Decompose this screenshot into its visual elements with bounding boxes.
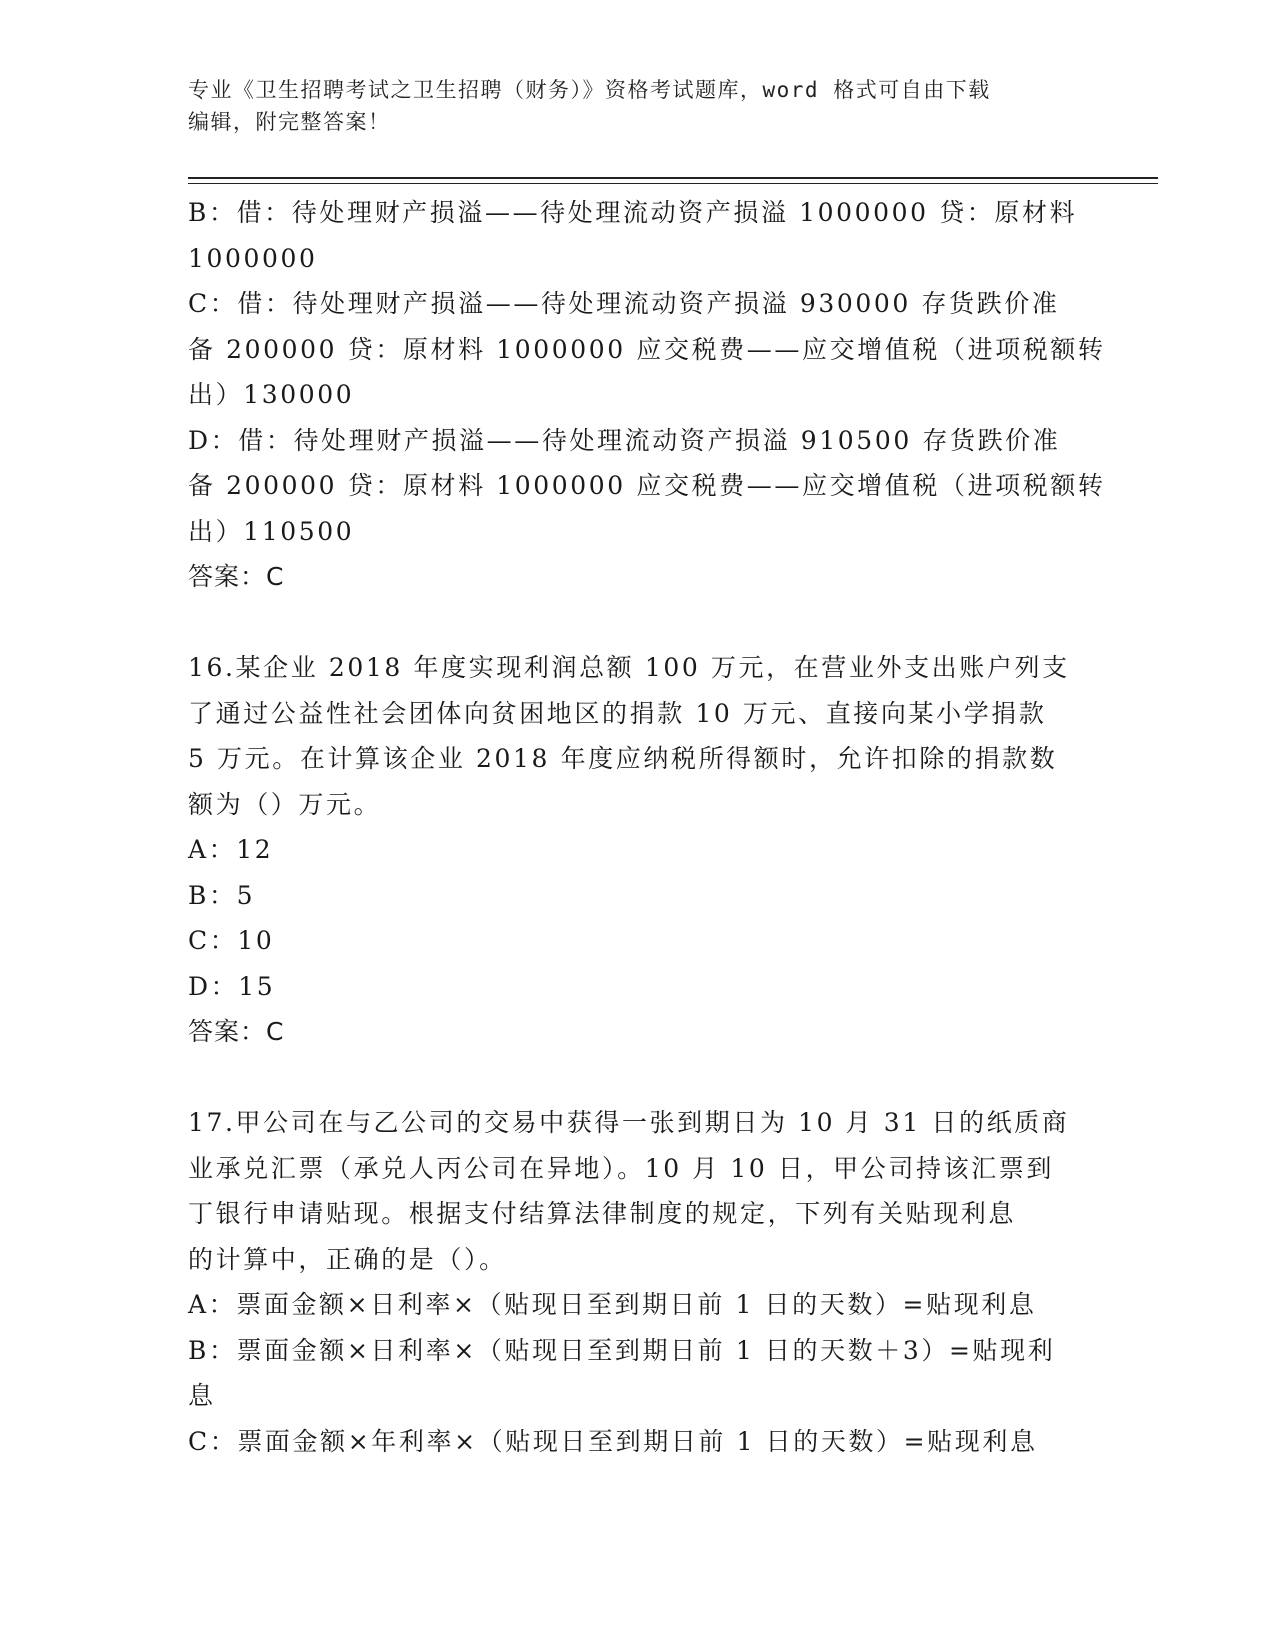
q17-option-c-line-1: C：票面金额×年利率×（贴现日至到期日前 1 日的天数）=贴现利息 (188, 1426, 1038, 1456)
q17-stem-line-2: 业承兑汇票（承兑人丙公司在异地）。10 月 10 日，甲公司持该汇票到 (188, 1153, 1054, 1183)
q15-option-d-line-3: 出）110500 (188, 516, 355, 546)
question-16-block (188, 645, 1088, 1055)
q16-stem-line-2: 了通过公益性社会团体向贫困地区的捐款 10 万元、直接向某小学捐款 (188, 698, 1047, 728)
question-17-block (188, 1100, 1088, 1464)
spacer (188, 600, 1088, 646)
q15-option-c-line-3: 出）130000 (188, 380, 355, 409)
q15-option-c-line-2: 备 200000 贷：原材料 1000000 应交税费——应交增值税（进项税额转 (188, 334, 1106, 364)
q15-option-c-line-1: C：借：待处理财产损溢——待处理流动资产损溢 930000 存货跌价准 (188, 289, 1060, 318)
q17-option-a-line-1: A：票面金额×日利率×（贴现日至到期日前 1 日的天数）=贴现利息 (188, 1290, 1037, 1319)
q17-stem-line-3: 丁银行申请贴现。根据支付结算法律制度的规定，下列有关贴现利息 (188, 1199, 1017, 1228)
header-divider-thick (188, 177, 1158, 179)
question-15-block (188, 190, 1106, 600)
q17-option-b-line-1: B：票面金额×日利率×（贴现日至到期日前 1 日的天数＋3）=贴现利 (188, 1335, 1056, 1365)
q15-answer: 答案：C (188, 562, 285, 591)
q15-option-b-line-1: B：借：待处理财产损溢——待处理流动资产损溢 1000000 贷：原材料 (188, 198, 1078, 227)
q16-option-b: B：5 (188, 880, 256, 910)
q17-option-b-line-2: 息 (188, 1381, 216, 1410)
q17-stem-line-4: 的计算中，正确的是（）。 (188, 1244, 507, 1274)
q16-stem-line-4: 额为（）万元。 (188, 789, 382, 819)
q16-stem-line-3: 5 万元。在计算该企业 2018 年度应纳税所得额时，允许扣除的捐款数 (188, 744, 1058, 773)
header-line-2: 编辑，附完整答案！ (188, 110, 391, 134)
spacer (188, 1055, 1088, 1101)
header-divider-thin (188, 183, 1158, 184)
q16-stem-line-1: 16.某企业 2018 年度实现利润总额 100 万元，在营业外支出账户列支 (188, 653, 1070, 682)
q16-answer: 答案：C (188, 1017, 285, 1046)
q16-option-c: C：10 (188, 926, 275, 955)
header-line-1: 专业《卫生招聘考试之卫生招聘（财务）》资格考试题库，word 格式可自由下载 (188, 78, 991, 102)
q15-option-d-line-2: 备 200000 贷：原材料 1000000 应交税费——应交增值税（进项税额转 (188, 471, 1106, 500)
q15-option-d-line-1: D：借：待处理财产损溢——待处理流动资产损溢 910500 存货跌价准 (188, 425, 1061, 455)
q16-option-d: D：15 (188, 971, 276, 1001)
q16-option-a: A：12 (188, 835, 274, 864)
document-header (188, 74, 1068, 138)
document-body (188, 190, 1106, 1464)
q15-option-b-line-2: 1000000 (188, 243, 318, 273)
q17-stem-line-1: 17.甲公司在与乙公司的交易中获得一张到期日为 10 月 31 日的纸质商 (188, 1108, 1070, 1137)
